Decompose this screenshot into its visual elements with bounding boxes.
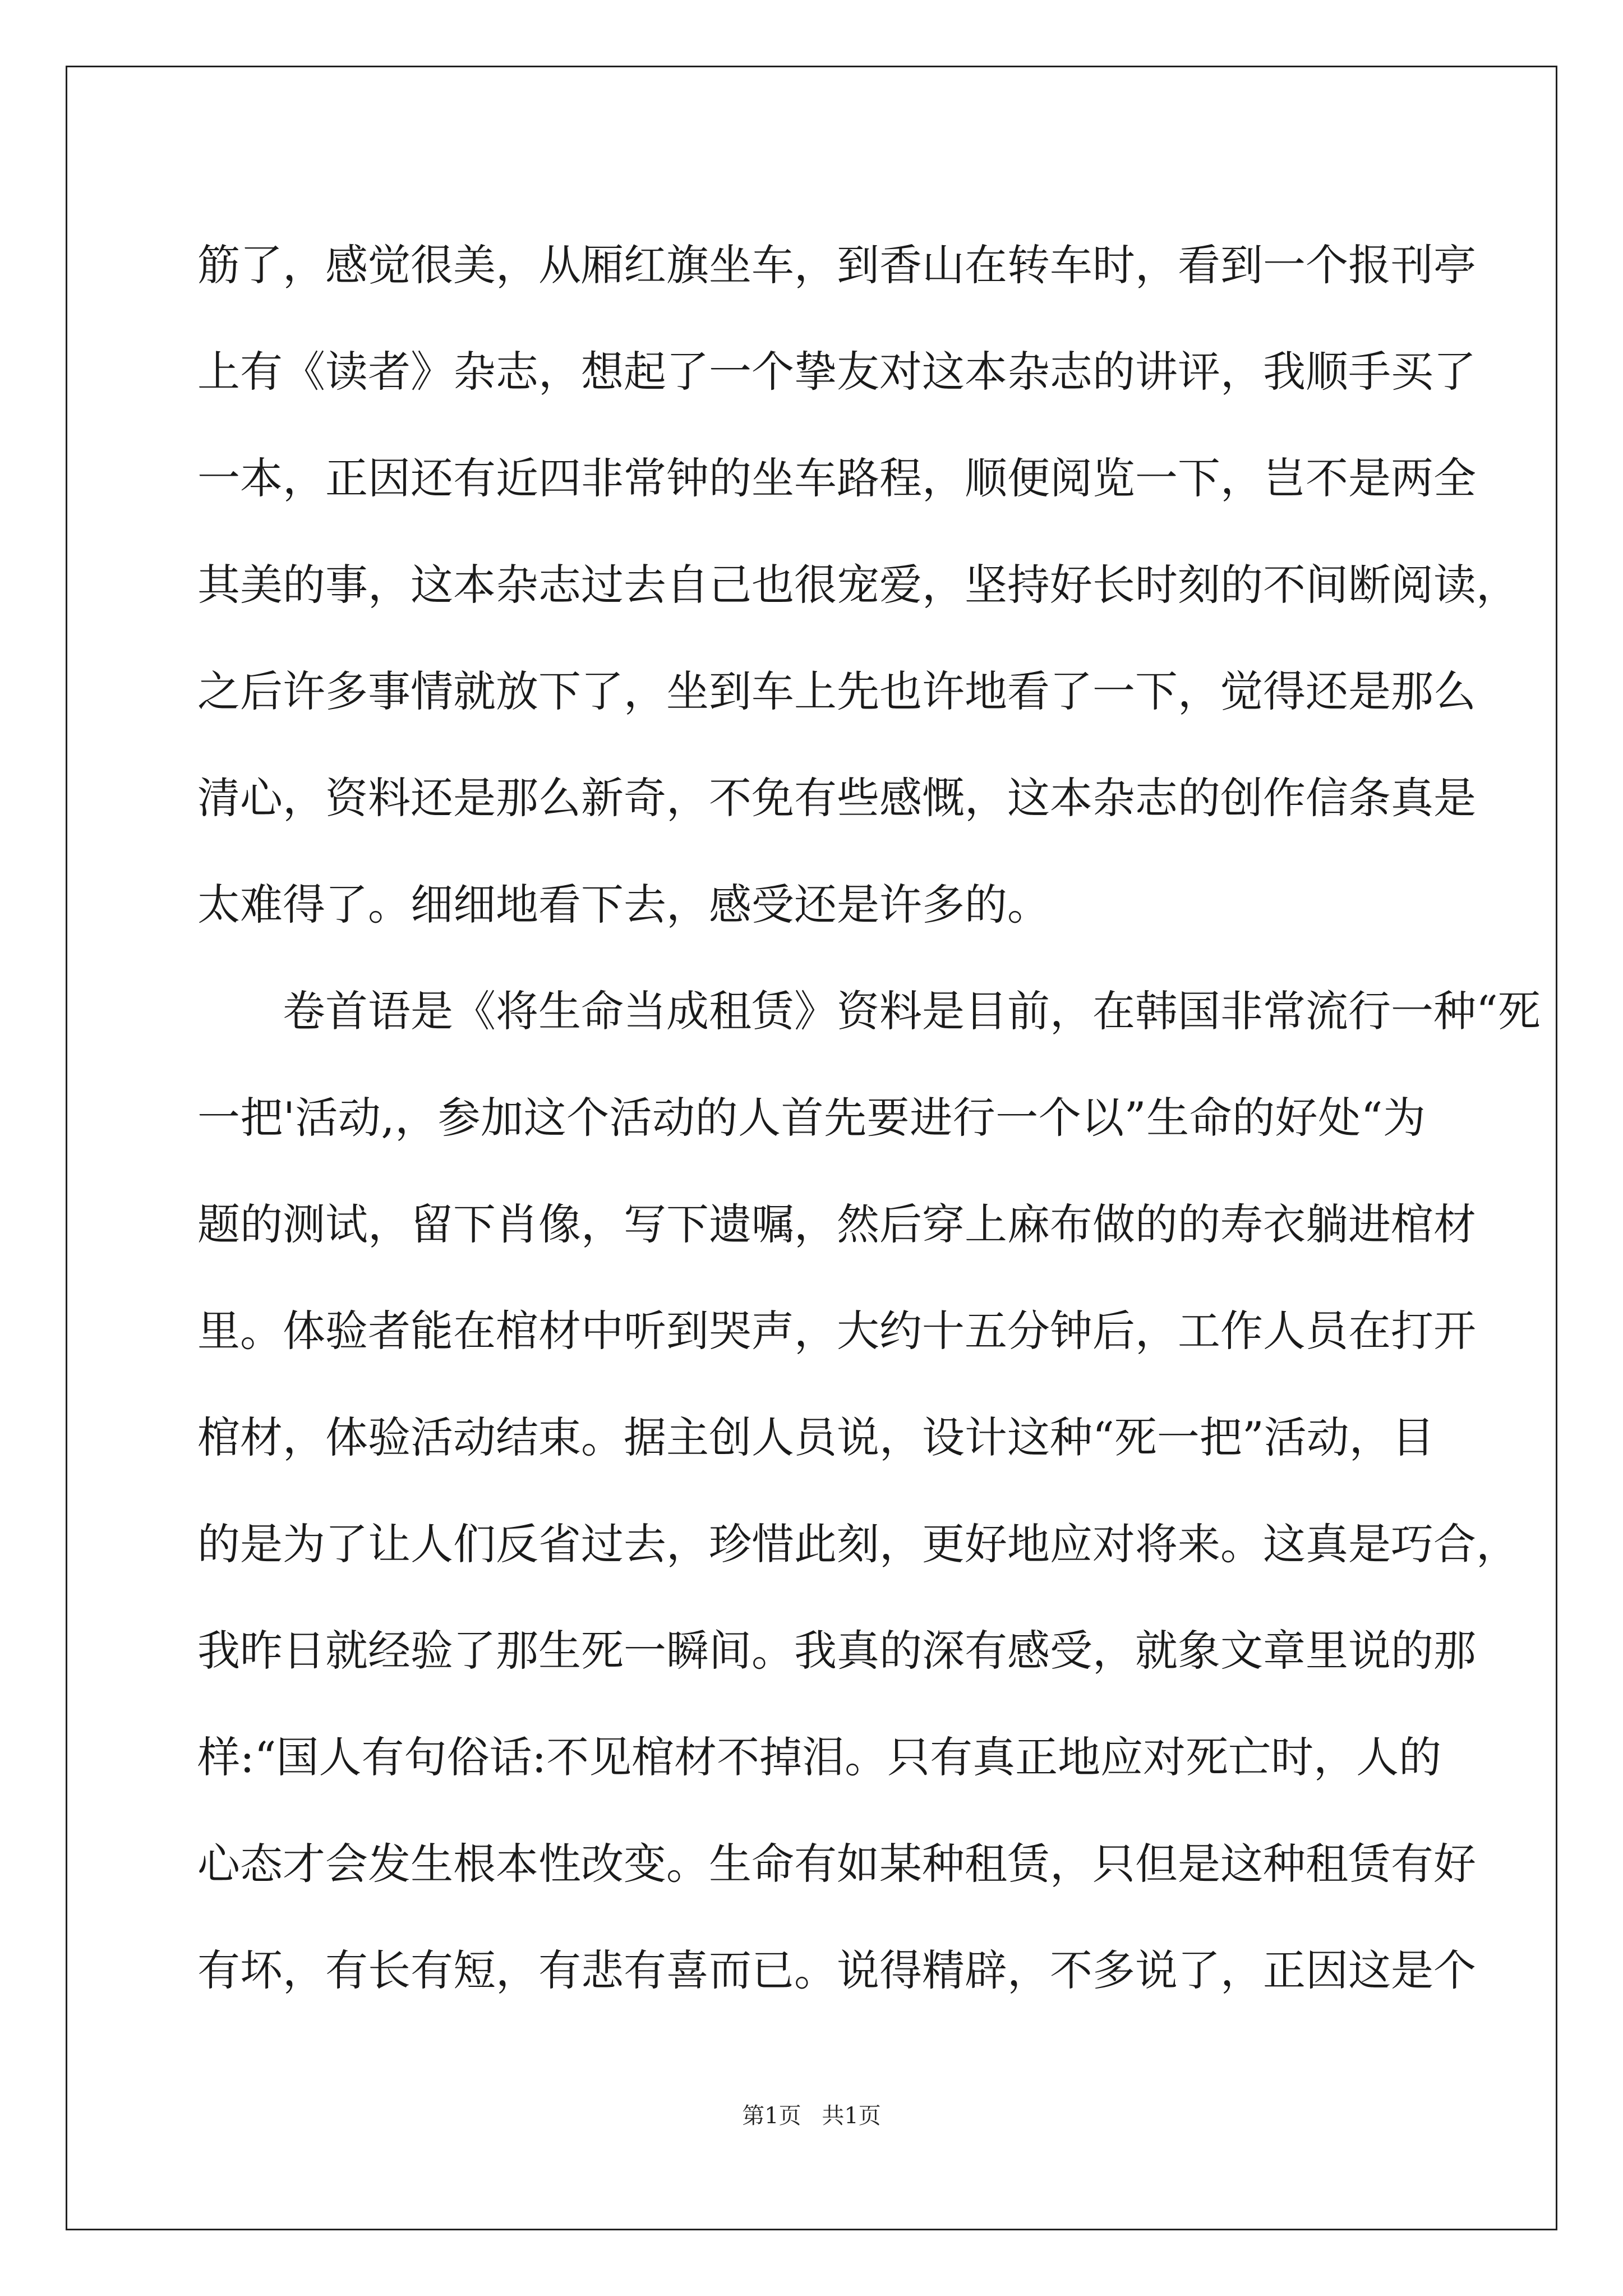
text-line: 其美的事，这本杂志过去自己也很宠爱，坚持好长时刻的不间断阅读，: [197, 560, 1519, 610]
text-line: 样:“国人有句俗话:不见棺材不掉泪。只有真正地应对死亡时，人的: [197, 1732, 1442, 1782]
text-line: 我昨日就经验了那生死一瞬间。我真的深有感受，就象文章里说的那: [197, 1626, 1476, 1676]
page-footer: [0, 2100, 1623, 2132]
page-total: 共1页: [822, 2103, 881, 2129]
paragraph: [197, 212, 1519, 958]
text-line: 卷首语是《将生命当成租赁》资料是目前，在韩国非常流行一种“死: [283, 986, 1541, 1036]
text-line: 的是为了让人们反省过去，珍惜此刻，更好地应对将来。这真是巧合，: [197, 1519, 1519, 1569]
paragraph: [197, 958, 1541, 2024]
text-line: 上有《读者》杂志，想起了一个挚友对这本杂志的讲评，我顺手买了: [197, 347, 1476, 397]
text-line: 太难得了。细细地看下去，感受还是许多的。: [197, 880, 1050, 930]
text-line: 一本，正因还有近四非常钟的坐车路程，顺便阅览一下，岂不是两全: [197, 453, 1476, 503]
page-number: 第1页: [742, 2103, 801, 2129]
text-line: 有坏，有长有短，有悲有喜而已。说得精辟，不多说了，正因这是个: [197, 1945, 1476, 1995]
text-line: 里。体验者能在棺材中听到哭声，大约十五分钟后，工作人员在打开: [197, 1306, 1476, 1356]
document-body: [197, 212, 1541, 2024]
text-line: 棺材，体验活动结束。据主创人员说，设计这种“死一把”活动，目: [197, 1412, 1435, 1462]
text-line: 题的测试，留下肖像，写下遗嘱，然后穿上麻布做的的寿衣躺进棺材: [197, 1199, 1476, 1249]
text-line: 筋了，感觉很美，从厢红旗坐车，到香山在转车时，看到一个报刊亭: [197, 240, 1476, 290]
text-line: 清心，资料还是那么新奇，不免有些感慨，这本杂志的创作信条真是: [197, 773, 1476, 823]
text-line: 一把'活动,，参加这个活动的人首先要进行一个以”生命的好处“为: [197, 1093, 1426, 1143]
text-line: 之后许多事情就放下了，坐到车上先也许地看了一下，觉得还是那么: [197, 666, 1476, 716]
text-line: 心态才会发生根本性改变。生命有如某种租赁，只但是这种租赁有好: [197, 1839, 1476, 1889]
